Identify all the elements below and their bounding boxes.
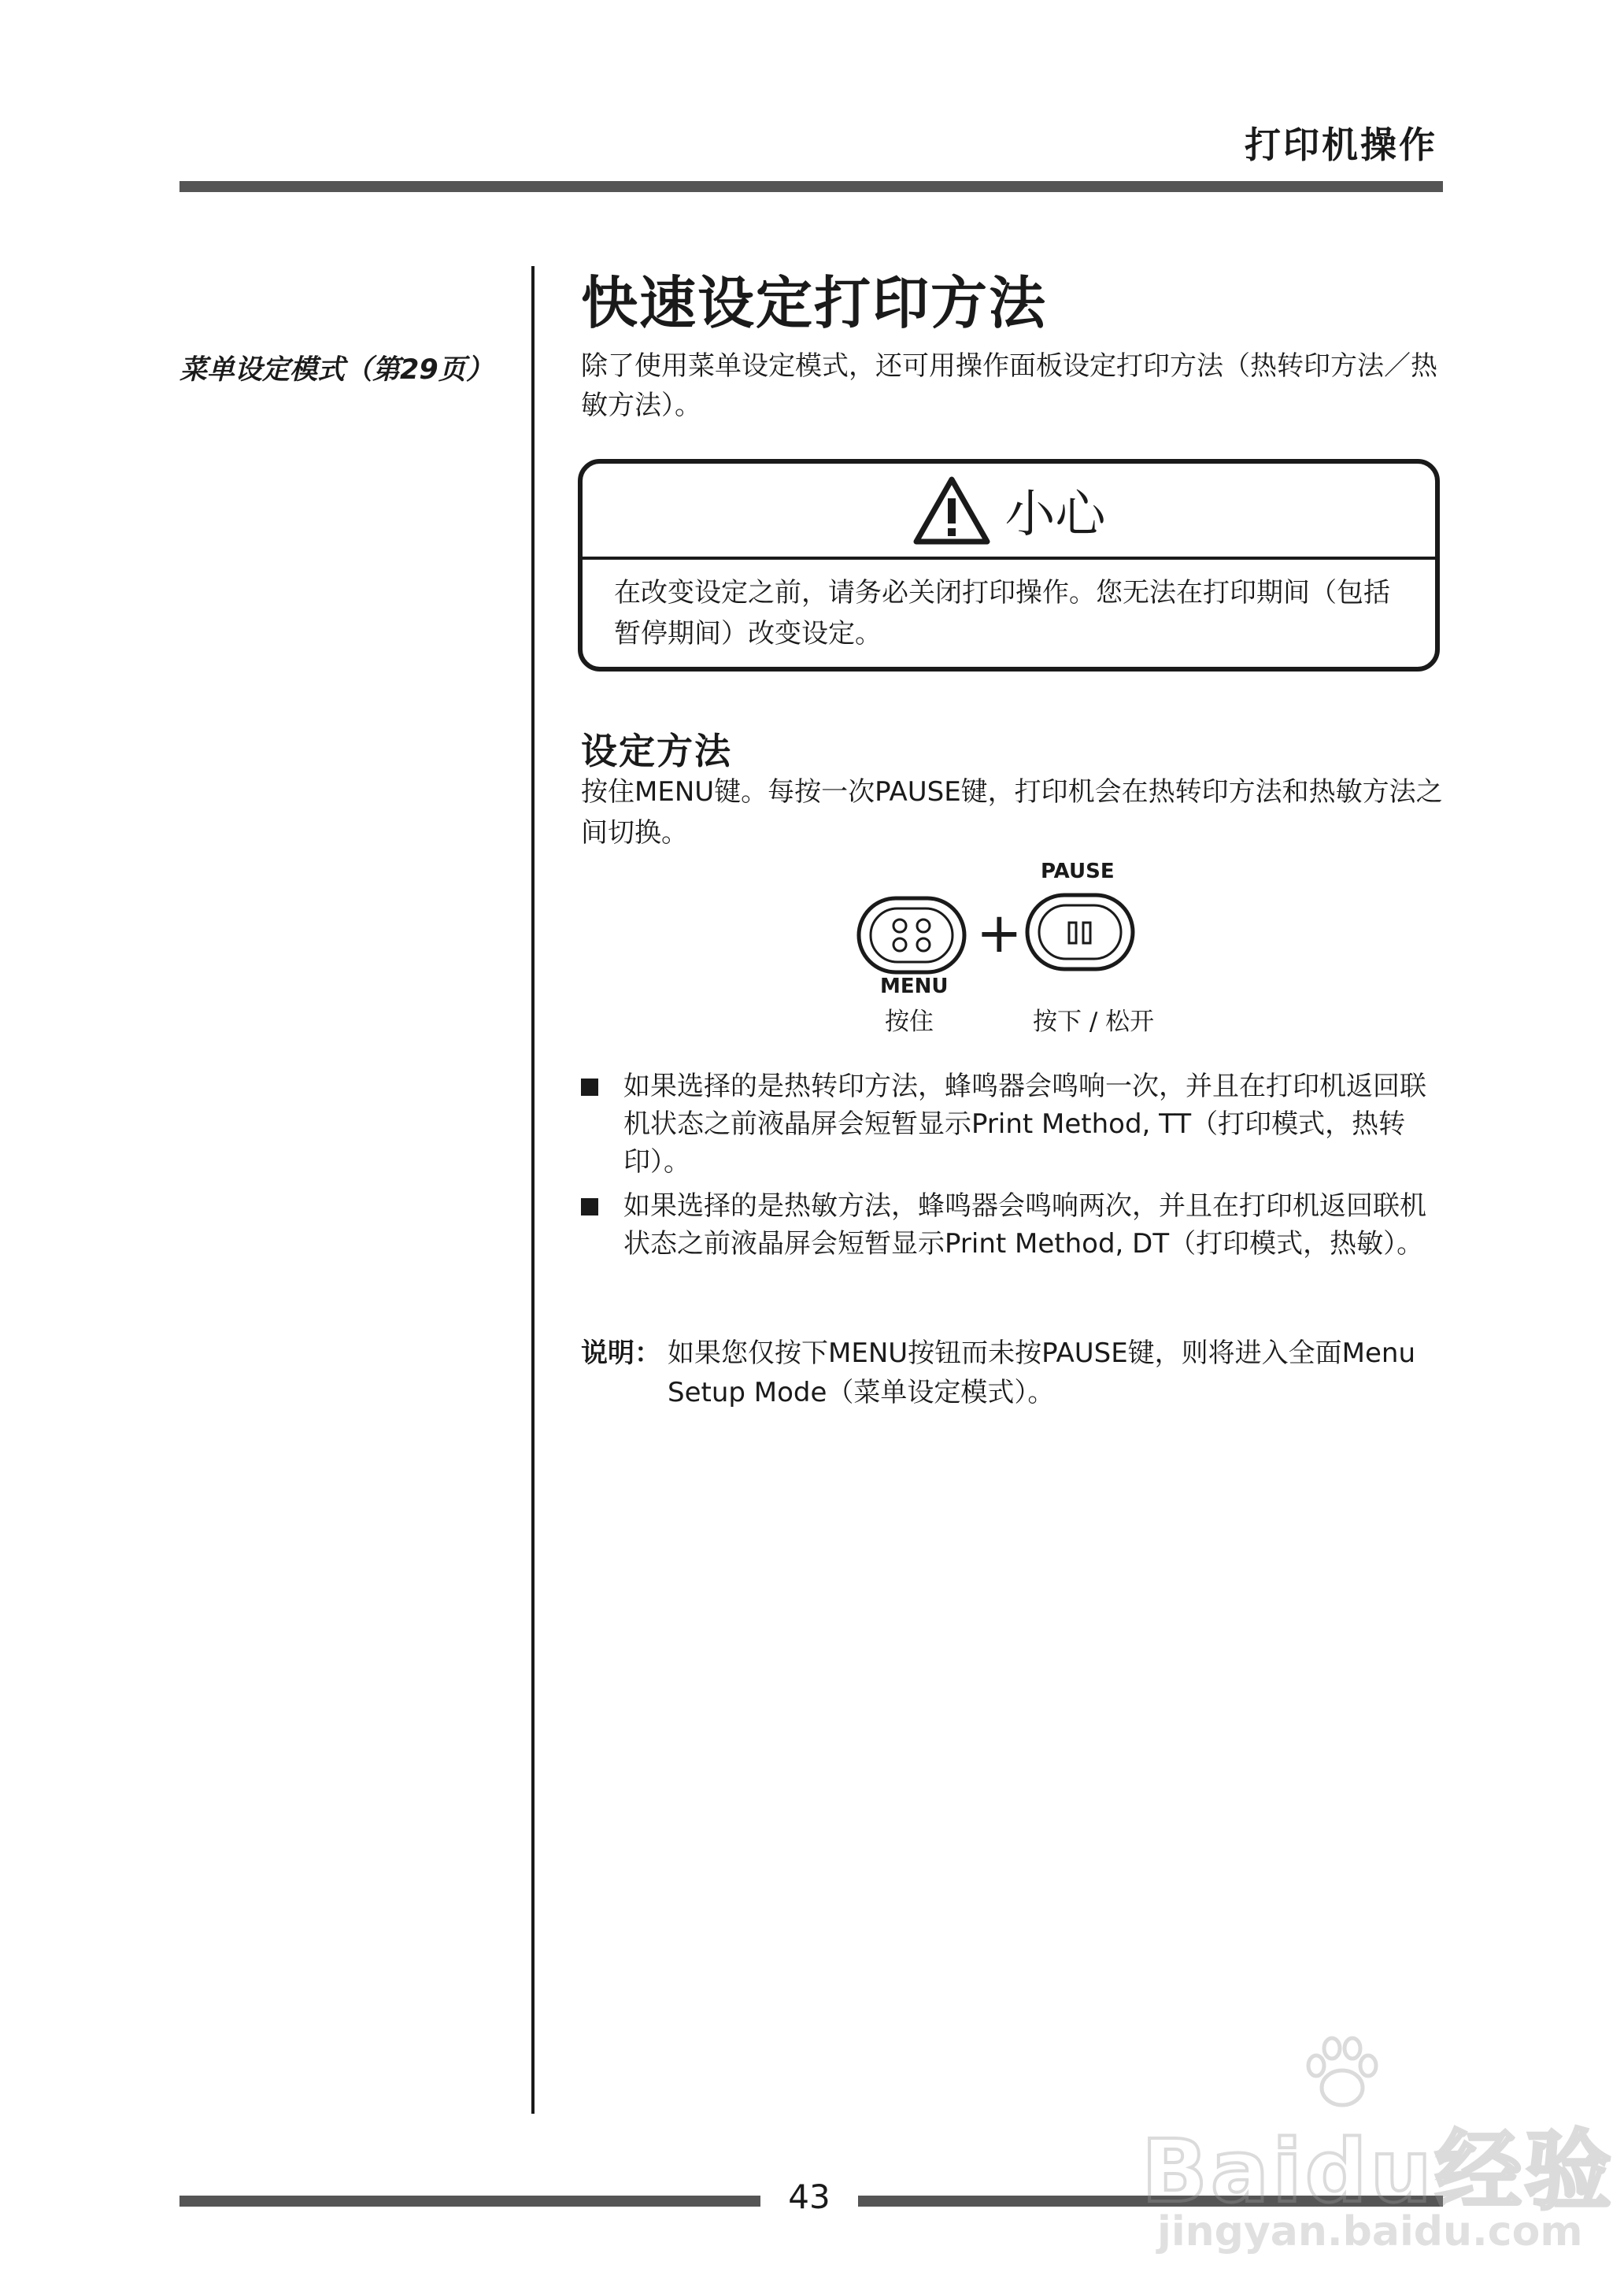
watermark — [1141, 2031, 1615, 2267]
sidebar-cross-reference: 菜单设定模式（第29页） — [179, 354, 494, 386]
page-title: 快速设定打印方法 — [581, 270, 1048, 336]
watermark-brand: Baidu经验 — [1141, 2121, 1615, 2222]
result-list — [581, 1067, 1443, 1263]
pause-button-icon — [1025, 893, 1135, 971]
pause-button-label: PAUSE — [1041, 860, 1115, 883]
plus-sign: + — [976, 901, 1023, 965]
list-item — [581, 1187, 1443, 1263]
caution-box — [578, 459, 1440, 672]
page-number: 43 — [788, 2177, 830, 2216]
menu-button-icon — [856, 896, 967, 975]
method-description: 按住MENU键。每按一次PAUSE键，打印机会在热转印方法和热敏方法之间切换。 — [581, 776, 1443, 849]
column-divider — [531, 266, 535, 2114]
menu-button-label: MENU — [880, 975, 949, 998]
pause-action-label: 按下 / 松开 — [1033, 1008, 1155, 1036]
list-item-text: 如果选择的是热转印方法，蜂鸣器会鸣响一次，并且在打印机返回联机状态之前液晶屏会短暂显示Print Method, TT（打印模式，热转印）。 — [623, 1071, 1426, 1178]
bullet-square-icon — [581, 1198, 598, 1215]
intro-paragraph: 除了使用菜单设定模式，还可用操作面板设定打印方法（热转印方法／热敏方法）。 — [581, 350, 1437, 421]
menu-action-label: 按住 — [885, 1008, 934, 1036]
watermark-url: jingyan.baidu.com — [1157, 2208, 1583, 2255]
caution-header — [583, 464, 1435, 560]
note-label: 说明： — [581, 1338, 661, 1369]
caution-text: 在改变设定之前，请务必关闭打印操作。您无法在打印期间（包括暂停期间）改变设定。 — [614, 577, 1390, 649]
note — [581, 1334, 1443, 1412]
list-item — [581, 1067, 1443, 1181]
button-diagram — [850, 858, 1165, 1036]
caution-label: 小心 — [1004, 486, 1106, 544]
section-heading: 设定方法 — [581, 730, 732, 772]
running-header-title: 打印机操作 — [1245, 124, 1437, 166]
warning-triangle-icon — [912, 475, 991, 546]
bullet-square-icon — [581, 1079, 598, 1096]
list-item-text: 如果选择的是热敏方法，蜂鸣器会鸣响两次，并且在打印机返回联机状态之前液晶屏会短暂显示Print Method, DT（打印模式，热敏）。 — [623, 1190, 1426, 1260]
note-text: 如果您仅按下MENU按钮而未按PAUSE键，则将进入全面Menu Setup Mode（菜单设定模式）。 — [668, 1338, 1416, 1408]
footer-rule-left — [179, 2196, 760, 2207]
header-rule — [179, 181, 1443, 192]
